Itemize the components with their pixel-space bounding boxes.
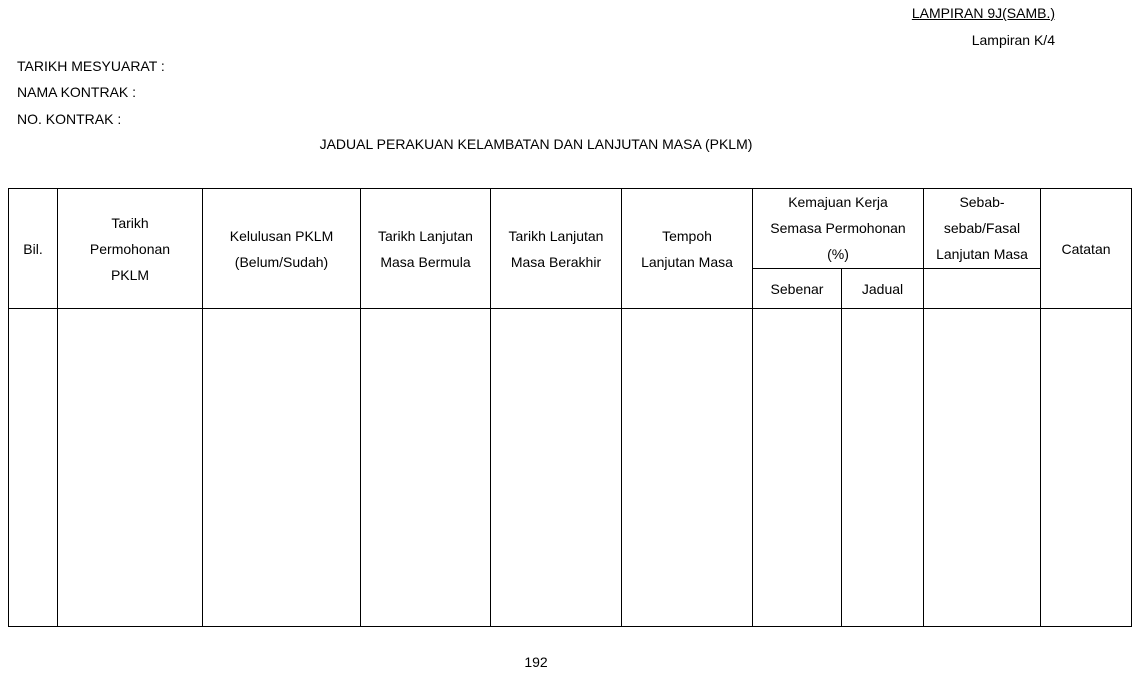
col-header-tarikh-berakhir-line: Tarikh Lanjutan bbox=[508, 227, 604, 244]
col-header-sebenar bbox=[753, 269, 842, 309]
lampiran-main-label: LAMPIRAN 9J(SAMB.) bbox=[911, 5, 1055, 21]
col-header-kelulusan-line: (Belum/Sudah) bbox=[234, 253, 329, 270]
col-header-tarikh-bermula-line: Tarikh Lanjutan bbox=[378, 227, 473, 244]
col-header-bil-text: Bil. bbox=[23, 240, 43, 257]
col-header-sebab-line: Sebab- bbox=[959, 194, 1005, 210]
cell-jadual bbox=[842, 309, 924, 627]
col-header-catatan-text: Catatan bbox=[1061, 240, 1111, 257]
col-header-tarikh-berakhir bbox=[491, 189, 622, 309]
cell-tarikh-permohonan bbox=[58, 309, 203, 627]
cell-catatan bbox=[1041, 309, 1132, 627]
col-header-tarikh-permohonan bbox=[58, 189, 203, 309]
col-header-tempoh-line: Tempoh bbox=[662, 227, 712, 244]
pklm-table bbox=[8, 188, 1132, 627]
col-header-tarikh-permohonan-line: Tarikh bbox=[111, 214, 149, 231]
document-title: JADUAL PERAKUAN KELAMBATAN DAN LANJUTAN MASA (PKLM) bbox=[319, 136, 753, 152]
table-row bbox=[9, 309, 1132, 627]
tarikh-mesyuarat-label: TARIKH MESYUARAT : bbox=[17, 58, 165, 74]
col-header-tarikh-permohonan-line: PKLM bbox=[110, 266, 150, 283]
col-header-jadual-text: Jadual bbox=[861, 280, 904, 297]
col-header-kemajuan-line: Semasa Permohonan bbox=[770, 220, 906, 236]
cell-kelulusan bbox=[203, 309, 361, 627]
cell-sebenar bbox=[753, 309, 842, 627]
col-header-tempoh bbox=[622, 189, 753, 309]
col-header-tarikh-bermula-line: Masa Bermula bbox=[380, 253, 471, 270]
cell-tarikh-bermula bbox=[361, 309, 491, 627]
col-header-kemajuan bbox=[753, 189, 924, 269]
cell-tarikh-berakhir bbox=[491, 309, 622, 627]
col-header-kelulusan-line: Kelulusan PKLM bbox=[229, 227, 334, 244]
col-header-sebab-bottom bbox=[924, 269, 1041, 309]
cell-bil bbox=[9, 309, 58, 627]
col-header-sebenar-text: Sebenar bbox=[770, 280, 824, 297]
no-kontrak-label: NO. KONTRAK : bbox=[17, 111, 122, 127]
col-header-kelulusan bbox=[203, 189, 361, 309]
col-header-sebab bbox=[924, 189, 1041, 269]
col-header-tarikh-permohonan-line: Permohonan bbox=[89, 240, 171, 257]
col-header-bil bbox=[9, 189, 58, 309]
col-header-tarikh-bermula bbox=[361, 189, 491, 309]
cell-tempoh bbox=[622, 309, 753, 627]
col-header-kemajuan-line: (%) bbox=[827, 246, 849, 262]
col-header-tarikh-berakhir-line: Masa Berakhir bbox=[510, 253, 602, 270]
lampiran-sub-label: Lampiran K/4 bbox=[971, 32, 1055, 48]
col-header-tempoh-line: Lanjutan Masa bbox=[641, 253, 733, 270]
col-header-jadual bbox=[842, 269, 924, 309]
col-header-sebab-line: sebab/Fasal bbox=[943, 220, 1021, 236]
col-header-kemajuan-line: Kemajuan Kerja bbox=[788, 194, 888, 210]
page-number: 192 bbox=[524, 654, 548, 670]
cell-sebab bbox=[924, 309, 1041, 627]
col-header-sebab-line: Lanjutan Masa bbox=[936, 246, 1028, 262]
col-header-catatan bbox=[1041, 189, 1132, 309]
nama-kontrak-label: NAMA KONTRAK : bbox=[17, 84, 137, 100]
